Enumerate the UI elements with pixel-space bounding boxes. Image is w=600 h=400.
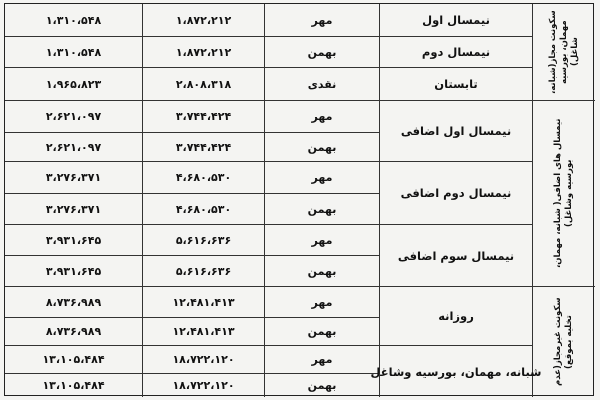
amount-b-cell: ۱۲،۴۸۱،۴۱۳: [143, 318, 265, 346]
program-cell: نیمسال اول: [380, 4, 533, 37]
program-cell: نیمسال اول اضافی: [380, 101, 533, 162]
period-cell: بهمن: [265, 256, 380, 287]
program-cell: نیمسال سوم اضافی: [380, 225, 533, 287]
category-cell: [533, 4, 595, 101]
amount-a-cell: ۸،۷۳۶،۹۸۹: [5, 287, 143, 318]
category-label: سکونت غیرمجاز(عدم تخلیه بموقع): [553, 297, 574, 387]
period-cell: مهر: [265, 225, 380, 256]
amount-b-cell: ۴،۶۸۰،۵۳۰: [143, 162, 265, 194]
amount-a-cell: ۳،۹۳۱،۶۴۵: [5, 256, 143, 287]
period-cell: مهر: [265, 101, 380, 133]
period-cell: بهمن: [265, 37, 380, 68]
period-cell: بهمن: [265, 374, 380, 397]
amount-b-cell: ۴،۶۸۰،۵۳۰: [143, 194, 265, 225]
amount-b-cell: ۱۸،۷۲۲،۱۲۰: [143, 346, 265, 374]
program-cell: نیمسال دوم: [380, 37, 533, 68]
amount-a-cell: ۱۳،۱۰۵،۴۸۴: [5, 374, 143, 397]
amount-b-cell: ۳،۷۴۴،۴۲۴: [143, 133, 265, 162]
amount-b-cell: ۱۲،۴۸۱،۴۱۳: [143, 287, 265, 318]
period-cell: مهر: [265, 4, 380, 37]
category-label: نیمسال های اضافی( شبانه، مهمان، بورسیه وشاغل): [553, 118, 574, 269]
period-cell: مهر: [265, 162, 380, 194]
period-cell: مهر: [265, 287, 380, 318]
category-cell: [533, 101, 595, 287]
period-cell: بهمن: [265, 318, 380, 346]
amount-b-cell: ۲،۸۰۸،۳۱۸: [143, 68, 265, 101]
program-cell: تابستان: [380, 68, 533, 101]
amount-a-cell: ۸،۷۳۶،۹۸۹: [5, 318, 143, 346]
amount-b-cell: ۵،۶۱۶،۶۳۶: [143, 225, 265, 256]
period-cell: نقدی: [265, 68, 380, 101]
amount-a-cell: ۳،۲۷۶،۳۷۱: [5, 162, 143, 194]
program-cell: شبانه، مهمان، بورسیه وشاغل: [380, 346, 533, 397]
category-cell: [533, 287, 595, 397]
amount-a-cell: ۳،۹۳۱،۶۴۵: [5, 225, 143, 256]
category-label: سکونت مجاز(شبانه، مهمان، بورسیه شاغل): [547, 10, 580, 94]
amount-b-cell: ۱،۸۷۲،۲۱۲: [143, 37, 265, 68]
amount-b-cell: ۱۸،۷۲۲،۱۲۰: [143, 374, 265, 397]
amount-a-cell: ۱۳،۱۰۵،۴۸۴: [5, 346, 143, 374]
amount-a-cell: ۱،۳۱۰،۵۴۸: [5, 4, 143, 37]
amount-b-cell: ۱،۸۷۲،۲۱۲: [143, 4, 265, 37]
fee-table: [4, 3, 594, 396]
amount-a-cell: ۱،۹۶۵،۸۲۳: [5, 68, 143, 101]
amount-a-cell: ۱،۳۱۰،۵۴۸: [5, 37, 143, 68]
amount-b-cell: ۳،۷۴۴،۴۲۴: [143, 101, 265, 133]
amount-a-cell: ۲،۶۲۱،۰۹۷: [5, 133, 143, 162]
program-cell: نیمسال دوم اضافی: [380, 162, 533, 225]
amount-a-cell: ۳،۲۷۶،۳۷۱: [5, 194, 143, 225]
period-cell: بهمن: [265, 133, 380, 162]
amount-b-cell: ۵،۶۱۶،۶۳۶: [143, 256, 265, 287]
period-cell: مهر: [265, 346, 380, 374]
period-cell: بهمن: [265, 194, 380, 225]
program-cell: روزانه: [380, 287, 533, 346]
amount-a-cell: ۲،۶۲۱،۰۹۷: [5, 101, 143, 133]
